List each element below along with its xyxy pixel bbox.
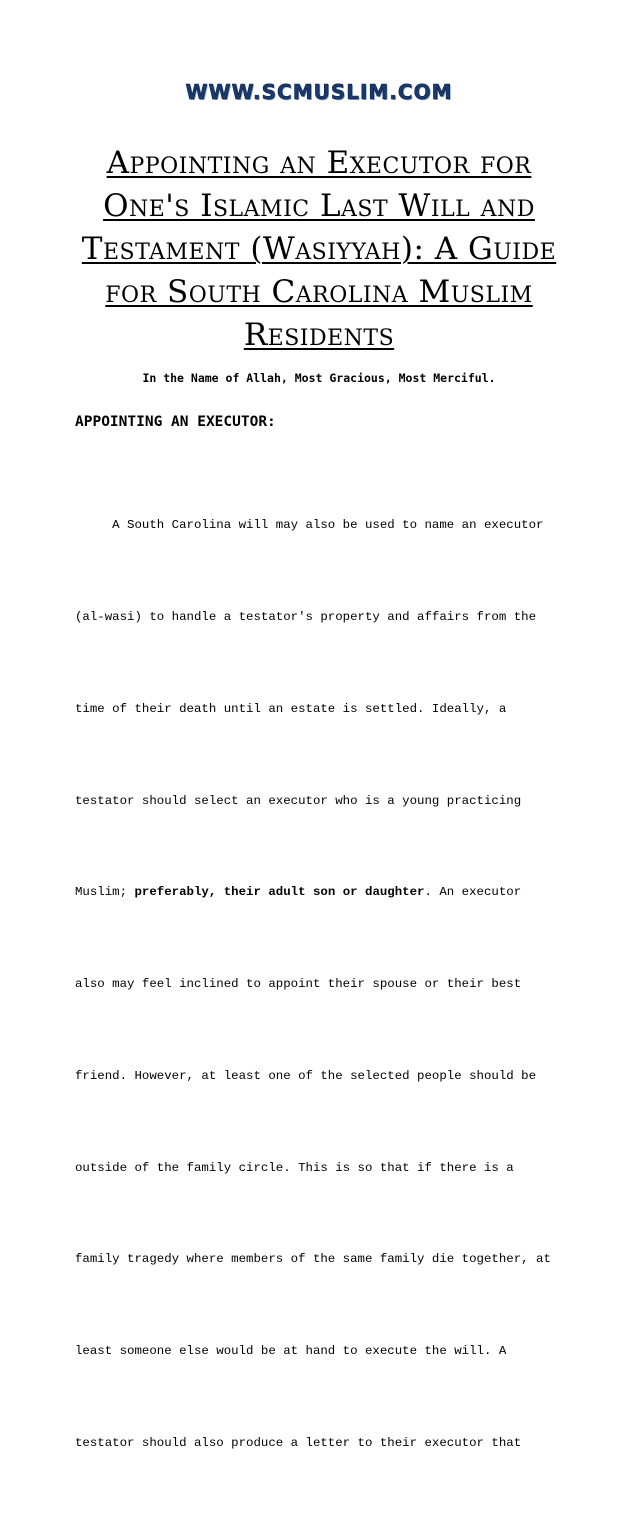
site-url-watermark: WWW.SCMUSLIM.COM bbox=[185, 80, 453, 104]
paragraph-line: also may feel inclined to appoint their spouse or their best bbox=[75, 977, 522, 992]
paragraph-line: outside of the family circle. This is so that if there is a bbox=[75, 1160, 514, 1175]
line-text: Muslim; bbox=[75, 885, 135, 900]
paragraph-line bbox=[75, 877, 575, 908]
paragraph-line: friend. However, at least one of the selected people should be bbox=[75, 1068, 537, 1083]
paragraph-line: testator should select an executor who is a young practicing bbox=[75, 793, 522, 808]
document-title: Appointing an Executor for One's Islamic Last Will and Testament (Wasiyyah): A Guide for South Carolina Muslim Residents bbox=[81, 145, 557, 353]
paragraph-line: testator should also produce a letter to their executor that bbox=[75, 1436, 522, 1450]
body-paragraph bbox=[75, 449, 575, 1520]
line-text: . An executor bbox=[424, 885, 522, 900]
paragraph-line: least someone else would be at hand to execute the will. A bbox=[75, 1344, 507, 1359]
paragraph-line: A South Carolina will may also be used to name an executor bbox=[75, 518, 544, 533]
bismillah-line: In the Name of Allah, Most Gracious, Most Merciful. bbox=[142, 371, 496, 385]
bold-emphasis: preferably, their adult son or daughter bbox=[134, 885, 425, 900]
paragraph-line: time of their death until an estate is settled. Ideally, a bbox=[75, 701, 507, 716]
paragraph-line: family tragedy where members of the same family die together, at bbox=[75, 1252, 551, 1267]
paragraph-line: (al-wasi) to handle a testator's property and affairs from the bbox=[75, 609, 537, 624]
section-heading: APPOINTING AN EXECUTOR: bbox=[75, 414, 276, 430]
